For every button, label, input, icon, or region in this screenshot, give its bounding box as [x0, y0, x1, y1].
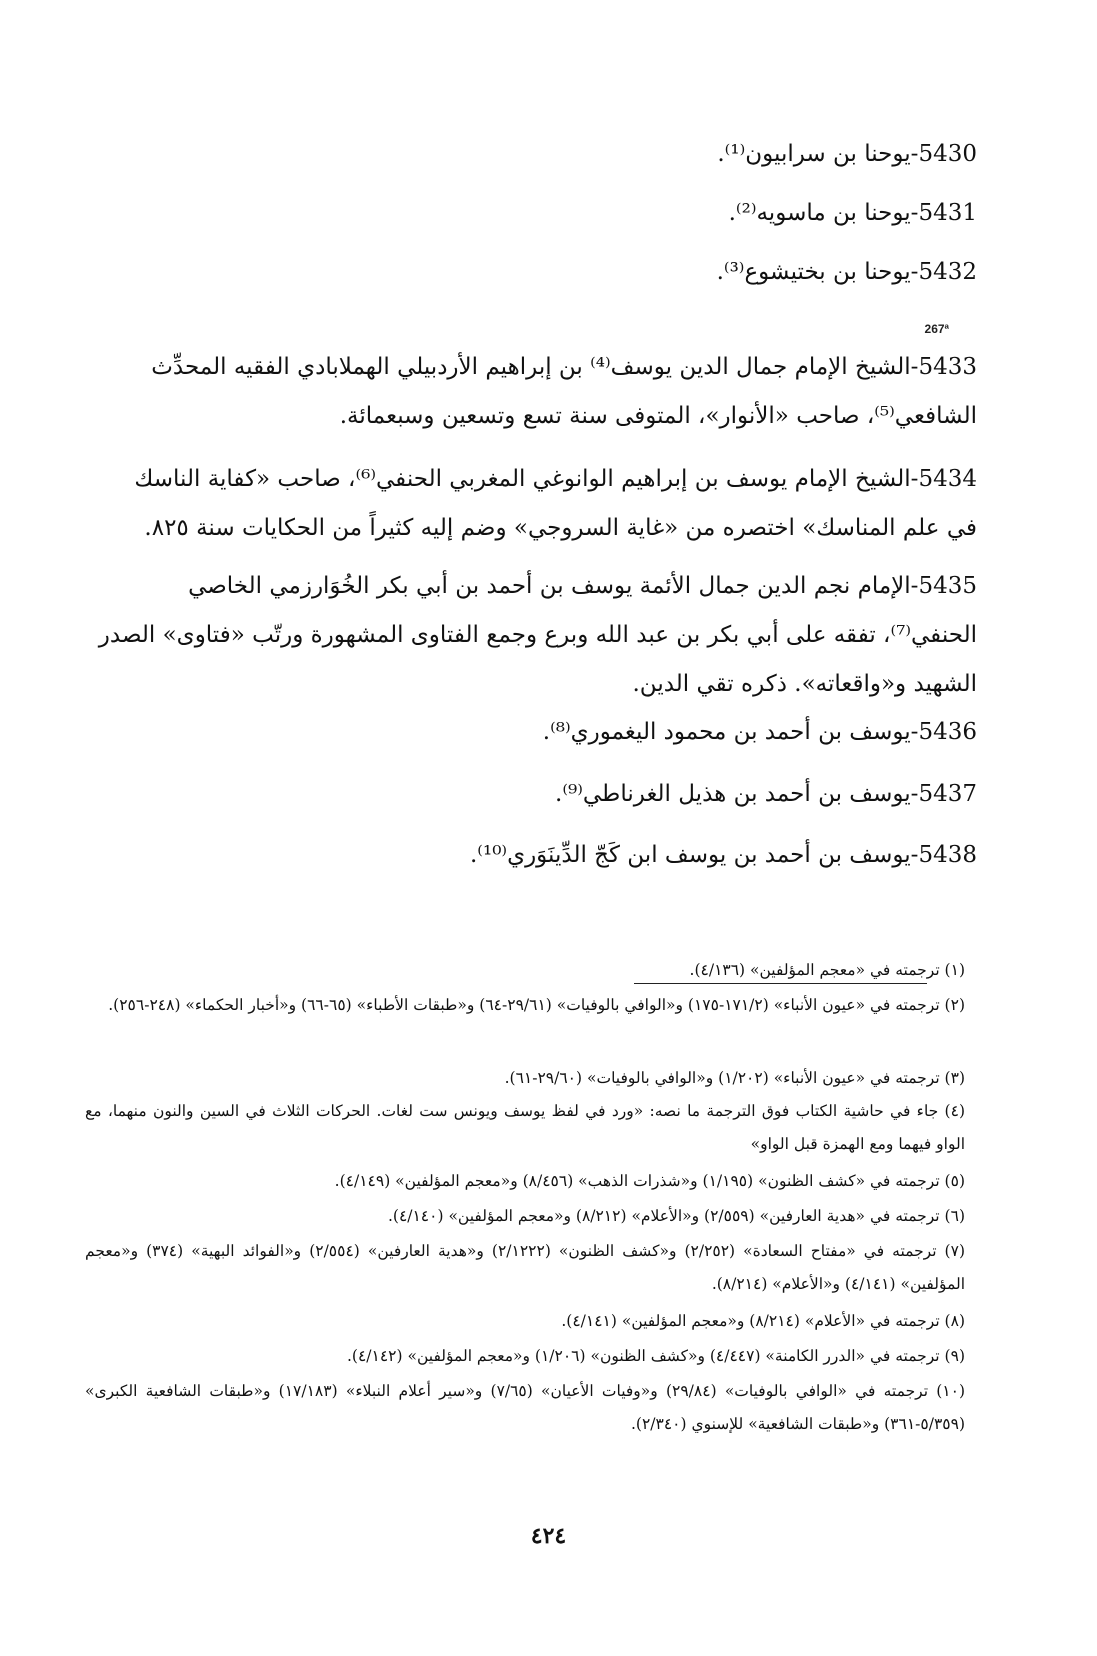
footnote-8: (٨) ترجمته في «الأعلام» (٨/٢١٤) و«معجم المؤلفين» (٤/١٤١).: [561, 1312, 965, 1330]
entry-text: -يوحنا بن بختيشوع⁽³⁾.: [716, 259, 919, 285]
footnote-4: (٤) جاء في حاشية الكتاب فوق الترجمة ما نصه: «ورد في لفظ يوسف ويونس ست لغات. الحركات الثلاث في السين والنون منهما، مع الواو فيهما ومع الهمزة قبل الواو»: [85, 1102, 965, 1153]
entry-5433: [97, 343, 977, 441]
entry-text: -الإمام نجم الدين جمال الأئمة يوسف بن أحمد بن أبي بكر الخُوَارزمي الخاصي الحنفي⁽⁷⁾، تفقه على أبي بكر بن عبد الله وبرع وجمع الفتاوى المشهورة ورتّب «فتاوى» الصدر الشهيد و«واقعاته». ذكره تقي الدين.: [98, 573, 977, 697]
entry-5434: [97, 455, 977, 553]
entry-number: 5436: [918, 719, 977, 745]
entry-text: -يوحنا بن ماسويه⁽²⁾.: [728, 200, 919, 226]
footnote-1: (١) ترجمته في «معجم المؤلفين» (٤/١٣٦).: [689, 961, 965, 979]
manuscript-folio-marker: 267ª: [924, 322, 949, 336]
entry-5431: [729, 195, 977, 231]
entry-number: 5435: [918, 573, 977, 599]
entry-number: 5431: [918, 200, 977, 226]
entry-number: 5430: [918, 141, 977, 167]
entry-number: 5438: [918, 842, 977, 868]
entry-number: 5434: [918, 466, 977, 492]
entry-text: -يوسف بن أحمد بن يوسف ابن كَجّ الدِّينَوَري⁽¹⁰⁾.: [470, 842, 919, 868]
footnote-3: (٣) ترجمته في «عيون الأنباء» (١/٢٠٢) و«الوافي بالوفيات» (٢٩/٦٠-٦١).: [504, 1069, 965, 1087]
entry-number: 5433: [918, 354, 977, 380]
page-number: ٤٢٤: [530, 1523, 567, 1549]
entry-text: -الشيخ الإمام جمال الدين يوسف⁽⁴⁾ بن إبراهيم الأردبيلي الهملابادي الفقيه المحدِّث الشافعي⁽⁵⁾، صاحب «الأنوار»، المتوفى سنة تسع وتسعين وسبعمائة.: [151, 354, 977, 429]
footnote-6: (٦) ترجمته في «هدية العارفين» (٢/٥٥٩) و«الأعلام» (٨/٢١٢) و«معجم المؤلفين» (٤/١٤٠).: [387, 1207, 965, 1225]
entry-number: 5437: [918, 781, 977, 807]
footnote-9: (٩) ترجمته في «الدرر الكامنة» (٤/٤٤٧) و«كشف الظنون» (١/٢٠٦) و«معجم المؤلفين» (٤/١٤٢).: [347, 1347, 965, 1365]
entry-5432: [717, 254, 977, 290]
entry-number: 5432: [918, 259, 977, 285]
footnote-2: (٢) ترجمته في «عيون الأنباء» (١٧١/٢-١٧٥) و«الوافي بالوفيات» (٢٩/٦١-٦٤) و«طبقات الأطباء» (٦٥-٦٦) و«أخبار الحكماء» (٢٤٨-٢٥٦).: [108, 996, 965, 1014]
entry-text: -يوحنا بن سرابيون⁽¹⁾.: [717, 141, 919, 167]
entry-text: -الشيخ الإمام يوسف بن إبراهيم الوانوغي المغربي الحنفي⁽⁶⁾، صاحب «كفاية الناسك في علم المناسك» اختصره من «غاية السروجي» وضم إليه كثيراً من الحكايات سنة ٨٢٥.: [134, 466, 977, 541]
entry-5438: [470, 837, 977, 873]
entry-5436: [543, 714, 977, 750]
entry-text: -يوسف بن أحمد بن محمود اليغموري⁽⁸⁾.: [542, 719, 919, 745]
entry-5430: [717, 136, 977, 172]
footnote-5: (٥) ترجمته في «كشف الظنون» (١/١٩٥) و«شذرات الذهب» (٨/٤٥٦) و«معجم المؤلفين» (٤/١٤٩).: [334, 1172, 965, 1190]
entry-text: -يوسف بن أحمد بن هذيل الغرناطي⁽⁹⁾.: [555, 781, 919, 807]
footnote-7: (٧) ترجمته في «مفتاح السعادة» (٢/٢٥٢) و«كشف الظنون» (٢/١٢٢٢) و«هدية العارفين» (٢/٥٥٤) و«الفوائد البهية» (٣٧٤) و«معجم المؤلفين» (٤/١٤١) و«الأعلام» (٨/٢١٤).: [85, 1242, 965, 1293]
footnote-10: (١٠) ترجمته في «الوافي بالوفيات» (٢٩/٨٤) و«وفيات الأعيان» (٧/٦٥) و«سير أعلام النبلاء» (١٧/١٨٣) و«طبقات الشافعية الكبرى» (٥/٣٥٩-٣٦١) و«طبقات الشافعية» للإسنوي (٢/٣٤٠).: [85, 1382, 965, 1433]
entry-5435: [97, 562, 977, 709]
entry-5437: [555, 776, 977, 812]
